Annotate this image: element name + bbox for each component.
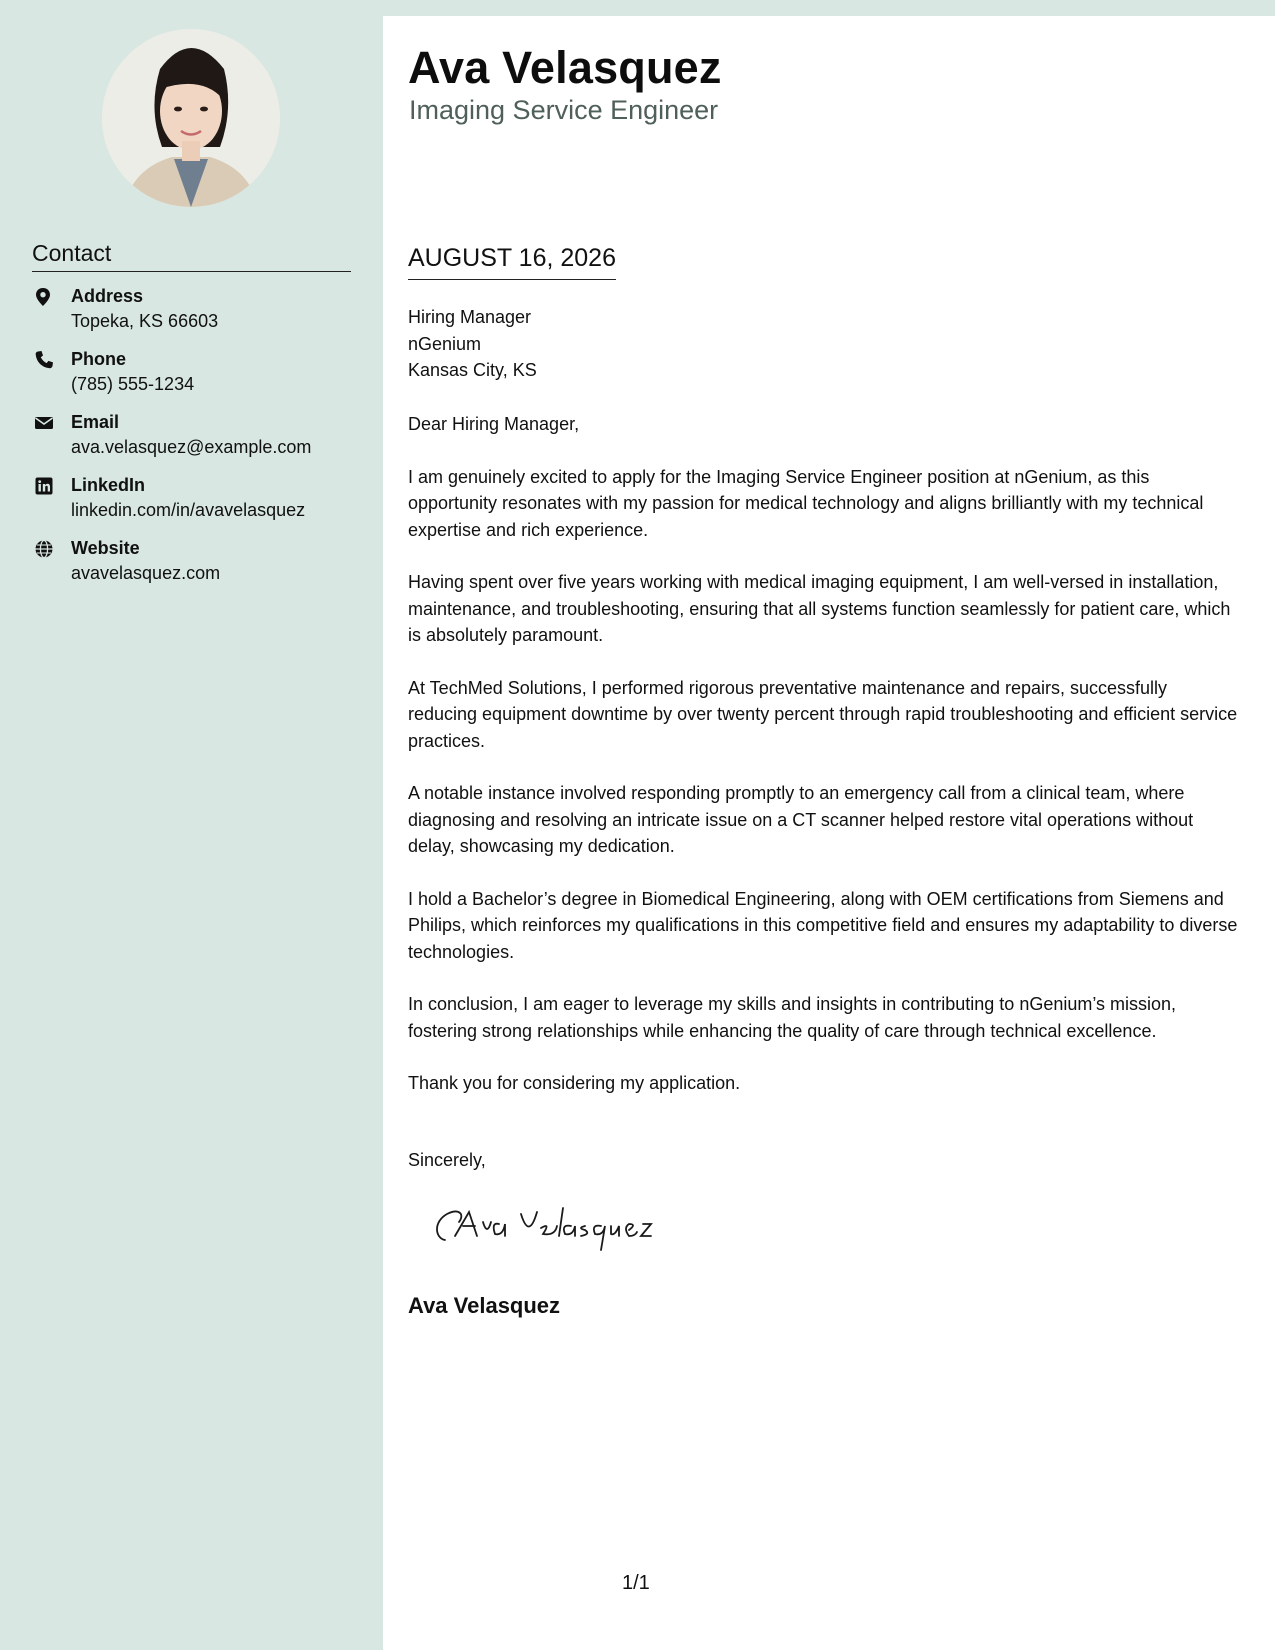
- website-label: Website: [71, 538, 140, 558]
- contact-item-phone: [32, 347, 362, 410]
- email-value[interactable]: ava.velasquez@example.com: [71, 437, 312, 457]
- body-paragraph: Thank you for considering my application.: [408, 1073, 741, 1093]
- signer-name: Ava Velasquez: [408, 1293, 561, 1318]
- linkedin-icon: [34, 476, 54, 496]
- body-paragraph: At TechMed Solutions, I performed rigorous preventative maintenance and repairs, successfully reducing equipment downtime by over twenty percent through rapid troubleshooting and efficient service practices.: [408, 677, 1238, 751]
- recipient-block: [408, 304, 537, 384]
- body-paragraph: I am genuinely excited to apply for the Imaging Service Engineer position at nGenium, as this opportunity resonates with my passion for medical technology and aligns brilliantly with my technical expertise and rich experience.: [408, 466, 1204, 540]
- letter-body: [408, 411, 1238, 1123]
- recipient-title: Hiring Manager: [408, 307, 532, 327]
- signature-image: [425, 1200, 665, 1256]
- applicant-role: Imaging Service Engineer: [409, 95, 719, 125]
- envelope-icon: [34, 413, 54, 433]
- applicant-name: Ava Velasquez: [408, 42, 722, 93]
- phone-value: (785) 555-1234: [71, 374, 195, 394]
- body-paragraph: I hold a Bachelor’s degree in Biomedical Engineering, along with OEM certifications from Siemens and Philips, which reinforces my qualifications in this competitive field and ensures my adaptability to diverse technologies.: [408, 888, 1238, 962]
- address-value: Topeka, KS 66603: [71, 311, 219, 331]
- recipient-location: Kansas City, KS: [408, 360, 537, 380]
- closing: Sincerely,: [408, 1150, 486, 1170]
- map-pin-icon: [34, 287, 54, 307]
- email-label: Email: [71, 412, 120, 432]
- contact-item-address: [32, 284, 362, 347]
- body-paragraph: In conclusion, I am eager to leverage my skills and insights in contributing to nGenium’s mission, fostering strong relationships while enhancing the quality of care through technical excellence.: [408, 994, 1177, 1041]
- contact-item-website: [32, 536, 362, 599]
- avatar: [102, 29, 280, 207]
- letter-date: AUGUST 16, 2026: [408, 244, 616, 280]
- body-paragraph: A notable instance involved responding promptly to an emergency call from a clinical team, where diagnosing and resolving an intricate issue on a CT scanner helped restore vital operations without delay, showcasing my dedication.: [408, 783, 1194, 856]
- linkedin-label: LinkedIn: [71, 475, 146, 495]
- phone-label: Phone: [71, 349, 127, 369]
- contact-list: [32, 284, 362, 599]
- linkedin-value[interactable]: linkedin.com/in/avavelasquez: [71, 500, 306, 520]
- website-value[interactable]: avavelasquez.com: [71, 563, 221, 583]
- address-label: Address: [71, 286, 144, 306]
- globe-icon: [34, 539, 54, 559]
- page-number: 1/1: [622, 1572, 650, 1594]
- body-paragraph: Having spent over five years working with medical imaging equipment, I am well-versed in installation, maintenance, and troubleshooting, ensuring that all systems function seamlessly for patient care, which is absolutely paramount.: [408, 572, 1231, 645]
- contact-item-linkedin: [32, 473, 362, 536]
- phone-icon: [34, 350, 54, 370]
- recipient-company: nGenium: [408, 333, 482, 354]
- salutation: Dear Hiring Manager,: [408, 414, 580, 434]
- contact-heading: Contact: [32, 240, 351, 272]
- contact-item-email: [32, 410, 362, 473]
- sidebar: [0, 0, 383, 1650]
